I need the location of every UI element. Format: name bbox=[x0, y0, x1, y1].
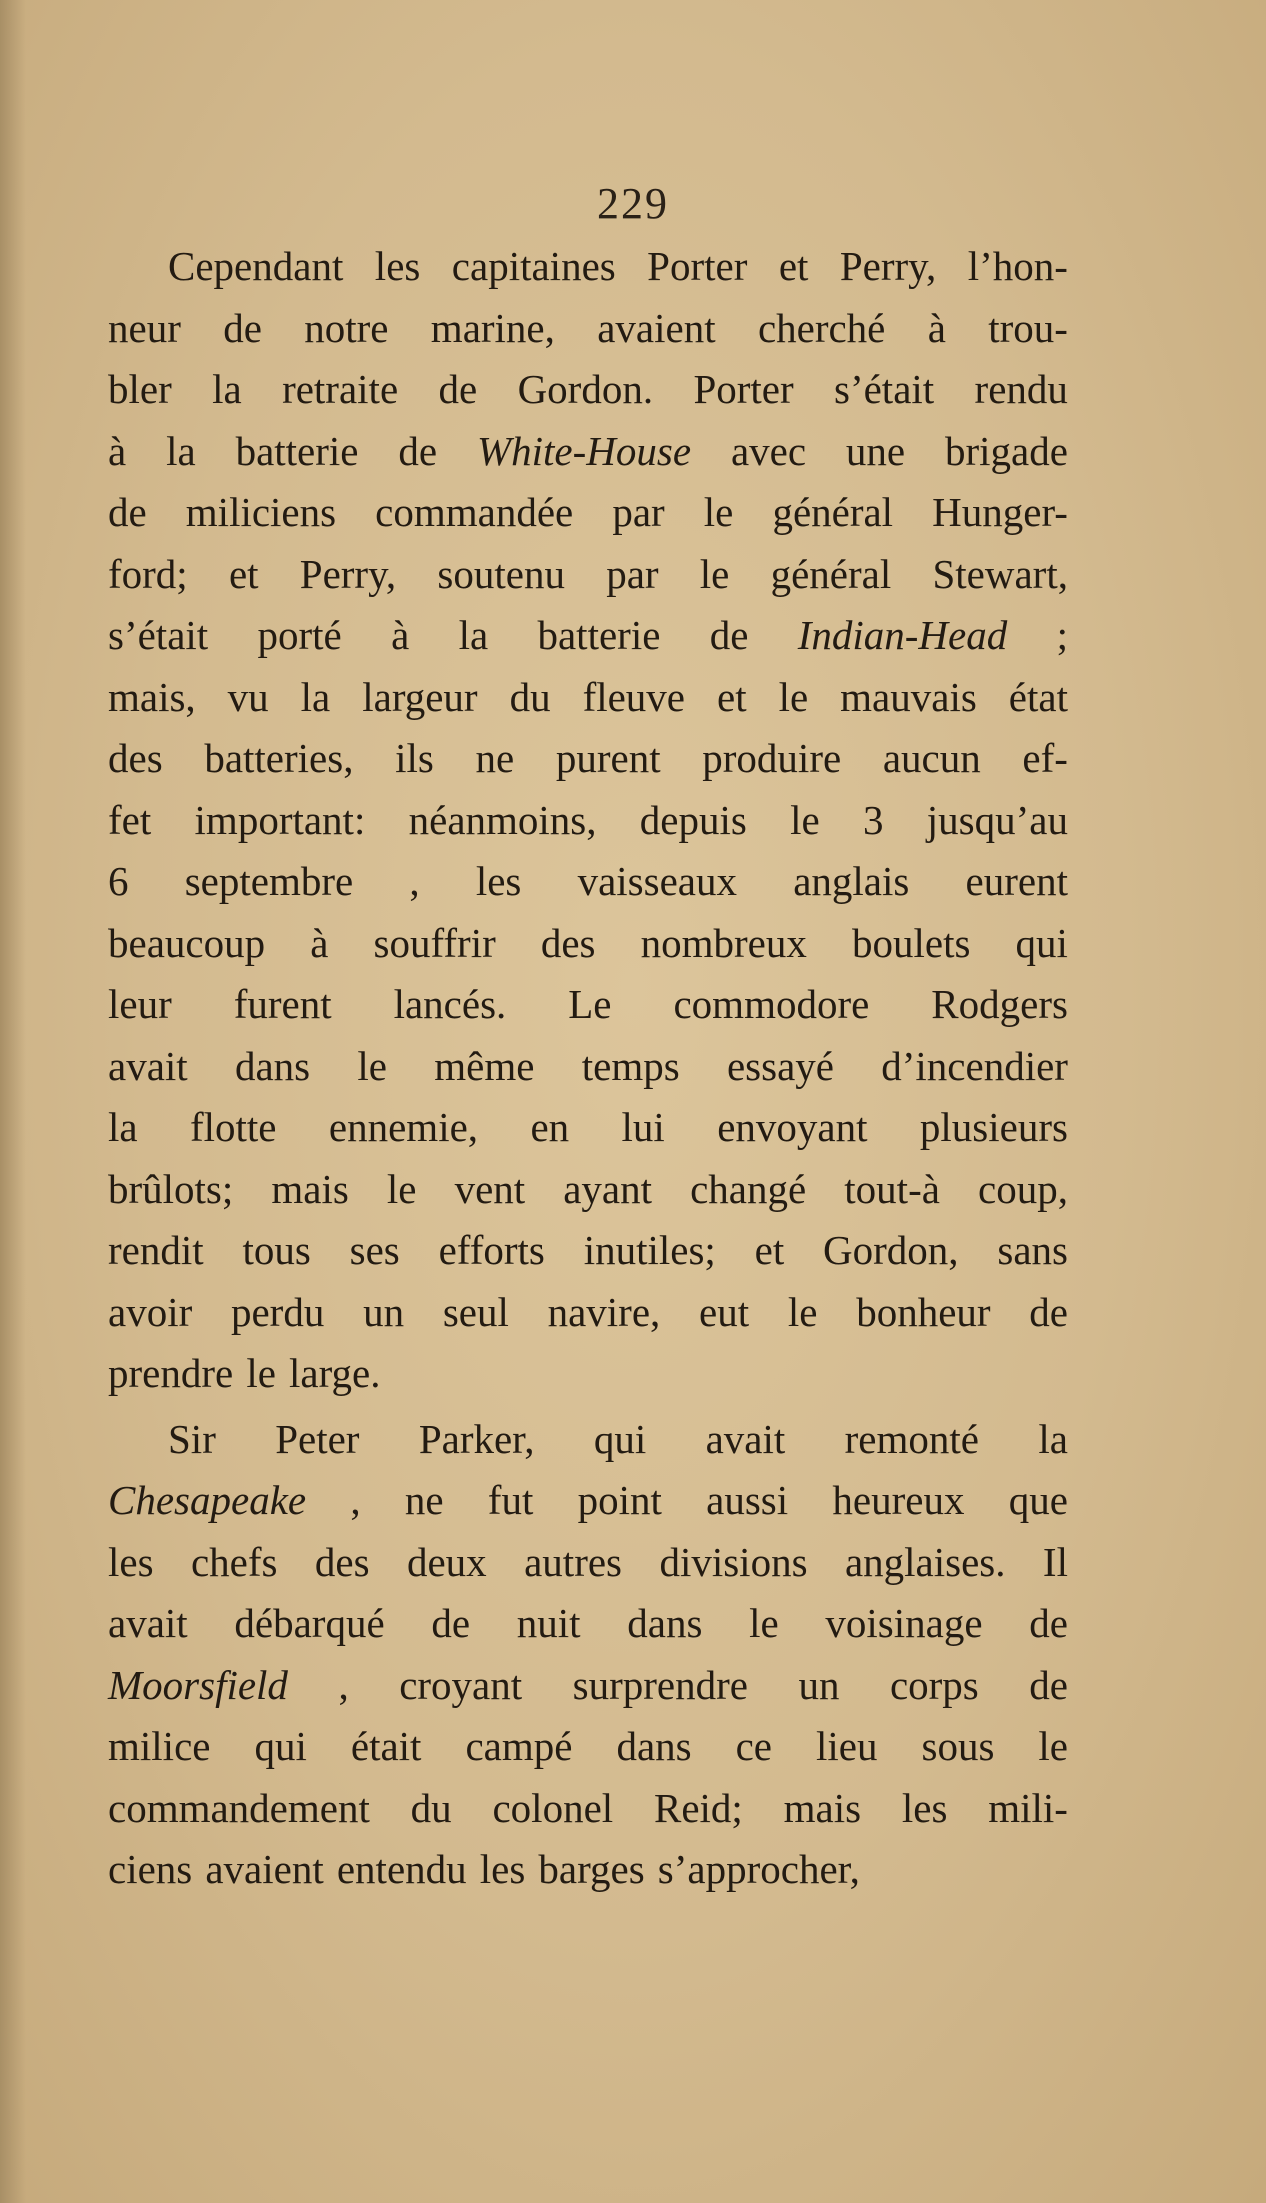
word: ce bbox=[735, 1723, 772, 1769]
word: la bbox=[1038, 1415, 1068, 1462]
word: , bbox=[409, 858, 420, 904]
word: 6 bbox=[108, 858, 129, 904]
word: seul bbox=[442, 1288, 509, 1335]
word: ennemie, bbox=[328, 1104, 479, 1150]
word: mais bbox=[783, 1784, 862, 1831]
word: capitaines bbox=[451, 243, 616, 289]
page-number: 229 bbox=[597, 179, 669, 228]
word: le bbox=[699, 550, 730, 597]
word: fet bbox=[108, 796, 152, 843]
word: tous bbox=[242, 1227, 311, 1273]
word: commodore bbox=[673, 981, 870, 1027]
text-line bbox=[108, 1220, 1068, 1282]
word: boulets bbox=[851, 919, 971, 966]
word: qui bbox=[1015, 919, 1068, 966]
word: d’incendier bbox=[881, 1042, 1068, 1089]
word: général bbox=[772, 489, 894, 535]
word: les bbox=[479, 1846, 526, 1892]
word: soutenu bbox=[437, 550, 565, 597]
word: envoyant bbox=[717, 1104, 868, 1150]
word: notre bbox=[304, 304, 389, 351]
word: le bbox=[787, 1288, 818, 1335]
word: et bbox=[228, 550, 259, 597]
word: eut bbox=[699, 1288, 750, 1335]
word: des bbox=[540, 919, 596, 966]
word: le bbox=[790, 796, 820, 843]
word: vaisseaux bbox=[577, 858, 737, 904]
word: les bbox=[475, 858, 522, 904]
word: coup, bbox=[978, 1165, 1068, 1212]
word: s’approcher, bbox=[657, 1846, 860, 1892]
word: campé bbox=[465, 1723, 573, 1769]
word: à bbox=[391, 612, 410, 658]
word: une bbox=[845, 427, 906, 474]
word: inutiles; bbox=[583, 1227, 716, 1273]
text-line bbox=[108, 421, 1068, 483]
word: fut bbox=[487, 1477, 534, 1523]
word: marine, bbox=[430, 304, 555, 351]
word: large. bbox=[289, 1350, 381, 1396]
word: dans bbox=[616, 1723, 692, 1769]
word: l’hon- bbox=[967, 243, 1068, 289]
word: Cependant bbox=[168, 243, 344, 289]
word: changé bbox=[690, 1165, 807, 1212]
word: un bbox=[363, 1288, 405, 1335]
text-line bbox=[108, 1839, 1068, 1901]
word: la bbox=[212, 366, 242, 412]
word: vent bbox=[454, 1165, 526, 1212]
word: lieu bbox=[816, 1723, 878, 1769]
word: , bbox=[338, 1661, 349, 1708]
word: bonheur bbox=[856, 1288, 991, 1335]
word: à bbox=[108, 427, 127, 474]
word: point bbox=[577, 1477, 662, 1523]
text-line bbox=[108, 1532, 1068, 1594]
word: par bbox=[606, 550, 659, 597]
word: les bbox=[901, 1784, 948, 1831]
word: la bbox=[166, 427, 196, 474]
text-line bbox=[108, 974, 1068, 1036]
word: le bbox=[357, 1042, 387, 1089]
word: furent bbox=[233, 981, 332, 1027]
word: le bbox=[749, 1600, 779, 1646]
word: avec bbox=[730, 427, 807, 474]
word: voisinage bbox=[825, 1600, 983, 1646]
word: le bbox=[1038, 1723, 1068, 1769]
word: Moorsfield bbox=[108, 1661, 288, 1708]
word: remonté bbox=[844, 1415, 979, 1462]
word: jusqu’au bbox=[926, 796, 1068, 843]
word: avaient bbox=[597, 304, 716, 351]
word: , bbox=[350, 1477, 361, 1523]
word: général bbox=[770, 550, 892, 597]
word: de bbox=[431, 1600, 471, 1646]
word: Le bbox=[568, 981, 612, 1027]
word: mais bbox=[271, 1165, 349, 1212]
word: navire, bbox=[547, 1288, 661, 1335]
text-line bbox=[108, 605, 1068, 667]
word: même bbox=[434, 1042, 535, 1089]
text-line bbox=[108, 1036, 1068, 1098]
word: Porter bbox=[647, 243, 748, 289]
word: de bbox=[1029, 1661, 1068, 1708]
word: était bbox=[350, 1723, 422, 1769]
text-line bbox=[108, 482, 1068, 544]
word: souffrir bbox=[373, 919, 496, 966]
word: la bbox=[108, 1104, 138, 1150]
word: croyant bbox=[399, 1661, 523, 1708]
text-line bbox=[108, 359, 1068, 421]
word: de bbox=[438, 366, 478, 412]
word: et bbox=[754, 1227, 785, 1273]
word: avait bbox=[705, 1415, 786, 1462]
word: ayant bbox=[563, 1165, 653, 1212]
word: batterie bbox=[235, 427, 359, 474]
text-line bbox=[108, 1593, 1068, 1655]
word: ne bbox=[404, 1477, 444, 1523]
word: milice bbox=[108, 1723, 211, 1769]
word: leur bbox=[108, 981, 172, 1027]
text-line bbox=[108, 544, 1068, 606]
text-line bbox=[108, 236, 1068, 298]
text-line bbox=[108, 851, 1068, 913]
word: Porter bbox=[693, 366, 794, 412]
word: mauvais bbox=[840, 673, 977, 720]
word: chefs bbox=[190, 1538, 278, 1585]
word: entendu bbox=[336, 1846, 467, 1892]
word: eurent bbox=[965, 858, 1068, 904]
word: des bbox=[314, 1538, 370, 1585]
word: tout-à bbox=[844, 1165, 940, 1212]
word: de bbox=[1029, 1600, 1068, 1646]
word: surprendre bbox=[572, 1661, 748, 1708]
word: à bbox=[927, 304, 946, 351]
word: batteries, bbox=[204, 735, 354, 781]
word: anglaises. bbox=[844, 1538, 1006, 1585]
word: rendu bbox=[974, 366, 1068, 412]
word: largeur bbox=[362, 673, 478, 720]
text-line bbox=[108, 1778, 1068, 1840]
text-line bbox=[108, 298, 1068, 360]
word: avaient bbox=[205, 1846, 324, 1892]
word: et bbox=[778, 243, 809, 289]
page-gutter-shadow bbox=[0, 0, 26, 2203]
word: anglais bbox=[793, 858, 910, 904]
word: autres bbox=[524, 1538, 623, 1585]
word: prendre bbox=[108, 1350, 234, 1396]
word: les bbox=[374, 243, 421, 289]
word: aussi bbox=[706, 1477, 789, 1523]
word: la bbox=[458, 612, 489, 658]
word: Peter bbox=[275, 1415, 360, 1462]
word: ciens bbox=[108, 1846, 193, 1892]
word: qui bbox=[593, 1415, 647, 1462]
word: le bbox=[703, 489, 734, 535]
word: un bbox=[798, 1661, 840, 1708]
word: produire bbox=[702, 735, 842, 781]
word: plusieurs bbox=[919, 1104, 1068, 1150]
word: et bbox=[717, 673, 747, 720]
word: temps bbox=[581, 1042, 680, 1089]
word: Indian-Head bbox=[797, 612, 1008, 658]
text-line bbox=[108, 1655, 1068, 1717]
word: heureux bbox=[832, 1477, 965, 1523]
word: essayé bbox=[726, 1042, 834, 1089]
word: mais, bbox=[108, 673, 196, 720]
word: mili- bbox=[988, 1784, 1068, 1831]
word: néanmoins, bbox=[408, 796, 597, 843]
word: le bbox=[778, 673, 809, 720]
word: brigade bbox=[945, 427, 1068, 474]
word: à bbox=[310, 919, 329, 966]
word: Chesapeake bbox=[108, 1477, 307, 1523]
word: le bbox=[386, 1165, 417, 1212]
text-line bbox=[108, 1470, 1068, 1532]
word: purent bbox=[555, 735, 661, 781]
word: miliciens bbox=[185, 489, 337, 535]
word: divisions bbox=[659, 1538, 808, 1585]
word: de bbox=[398, 427, 438, 474]
word: s’était bbox=[834, 366, 935, 412]
word: avait bbox=[108, 1042, 188, 1089]
text-line bbox=[108, 1159, 1068, 1221]
word: Gordon. bbox=[517, 366, 654, 412]
word: septembre bbox=[184, 858, 354, 904]
word: de bbox=[709, 612, 749, 658]
text-line bbox=[108, 790, 1068, 852]
word: commandement bbox=[108, 1784, 370, 1831]
word: neur bbox=[108, 304, 181, 351]
word: efforts bbox=[438, 1227, 545, 1273]
text-line bbox=[108, 913, 1068, 975]
body-text bbox=[108, 236, 1068, 1901]
word: Gordon, bbox=[823, 1227, 959, 1273]
word: ses bbox=[349, 1227, 400, 1273]
text-line bbox=[108, 1097, 1068, 1159]
word: avoir bbox=[108, 1288, 193, 1335]
word: important: bbox=[194, 796, 366, 843]
word: lui bbox=[621, 1104, 665, 1150]
word: dans bbox=[234, 1042, 311, 1089]
word: retraite bbox=[282, 366, 399, 412]
word: dans bbox=[627, 1600, 703, 1646]
word: ne bbox=[475, 735, 515, 781]
word: que bbox=[1008, 1477, 1068, 1523]
paragraph bbox=[108, 1409, 1068, 1901]
word: bler bbox=[108, 366, 172, 412]
text-line bbox=[108, 667, 1068, 729]
word: de bbox=[1029, 1288, 1068, 1335]
word: rendit bbox=[108, 1227, 204, 1273]
word: batterie bbox=[537, 612, 661, 658]
word: colonel bbox=[492, 1784, 614, 1831]
word: Parker, bbox=[418, 1415, 535, 1462]
word: brûlots; bbox=[108, 1165, 234, 1212]
word: le bbox=[246, 1350, 276, 1396]
word: sans bbox=[997, 1227, 1068, 1273]
word: les bbox=[108, 1538, 154, 1585]
word: ef- bbox=[1022, 735, 1068, 781]
word: Il bbox=[1042, 1538, 1068, 1585]
word: perdu bbox=[230, 1288, 325, 1335]
word: avait bbox=[108, 1600, 188, 1646]
word: commandée bbox=[375, 489, 574, 535]
word: depuis bbox=[639, 796, 747, 843]
word: la bbox=[300, 673, 331, 720]
word: nuit bbox=[516, 1600, 581, 1646]
word: 3 bbox=[863, 796, 884, 843]
word: corps bbox=[889, 1661, 979, 1708]
text-line bbox=[108, 1282, 1068, 1344]
text-line bbox=[108, 1716, 1068, 1778]
text-line bbox=[108, 1343, 1068, 1405]
word: porté bbox=[257, 612, 342, 658]
word: barges bbox=[538, 1846, 645, 1892]
text-line bbox=[108, 728, 1068, 790]
word: par bbox=[612, 489, 665, 535]
word: Stewart, bbox=[932, 550, 1068, 597]
word: nombreux bbox=[640, 919, 807, 966]
paragraph bbox=[108, 236, 1068, 1405]
word: trou- bbox=[988, 304, 1068, 351]
text-line bbox=[108, 1409, 1068, 1471]
word: flotte bbox=[189, 1104, 277, 1150]
word: fleuve bbox=[582, 673, 686, 720]
word: White-House bbox=[476, 427, 692, 474]
word: deux bbox=[406, 1538, 487, 1585]
word: Perry, bbox=[299, 550, 397, 597]
word: Perry, bbox=[839, 243, 937, 289]
word: vu bbox=[227, 673, 269, 720]
word: beaucoup bbox=[108, 919, 266, 966]
word: qui bbox=[254, 1723, 307, 1769]
word: s’était bbox=[108, 612, 209, 658]
word: sous bbox=[921, 1723, 995, 1769]
word: du bbox=[509, 673, 551, 720]
word: Sir bbox=[168, 1415, 216, 1462]
word: cherché bbox=[757, 304, 886, 351]
word: Rodgers bbox=[931, 981, 1068, 1027]
word: état bbox=[1008, 673, 1068, 720]
word: ; bbox=[1056, 612, 1068, 658]
word: aucun bbox=[882, 735, 981, 781]
word: ils bbox=[395, 735, 434, 781]
word: en bbox=[530, 1104, 570, 1150]
word: Reid; bbox=[653, 1784, 743, 1831]
word: du bbox=[410, 1784, 452, 1831]
word: Hunger- bbox=[932, 489, 1068, 535]
word: débarqué bbox=[234, 1600, 385, 1646]
word: ford; bbox=[108, 550, 188, 597]
word: des bbox=[108, 735, 163, 781]
word: de bbox=[223, 304, 262, 351]
word: lancés. bbox=[393, 981, 507, 1027]
word: de bbox=[108, 489, 147, 535]
